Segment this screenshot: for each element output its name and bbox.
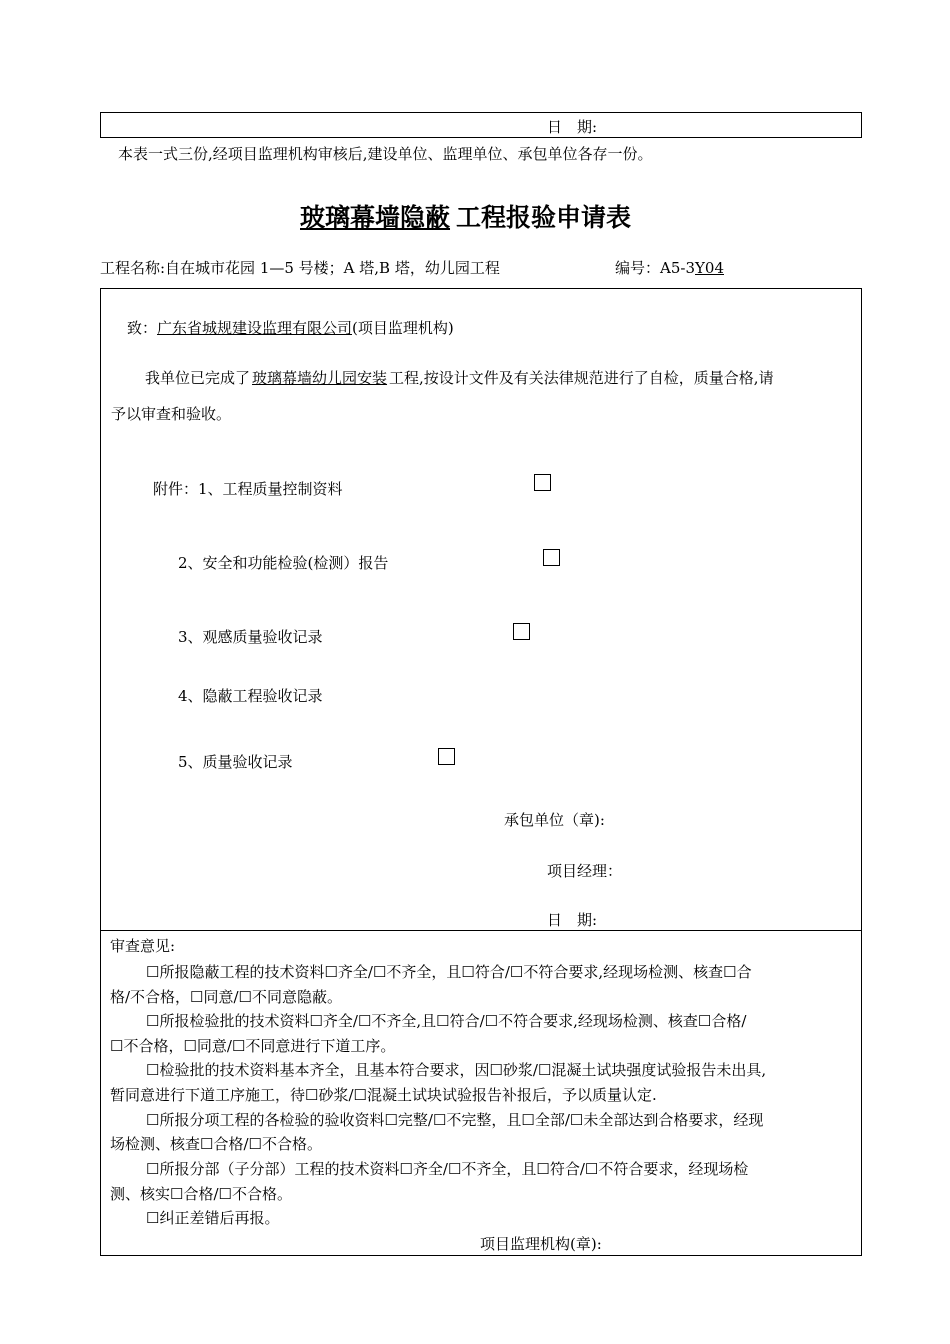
body-line-1: [145, 367, 774, 388]
review-line-3: ☐所报检验批的技术资料☐齐全/☐不齐全,且☐符合/☐不符合要求,经现场检测、核查☐合格/: [146, 1012, 747, 1030]
body-project: 玻璃幕墙幼儿园安装: [252, 369, 388, 387]
review-line-2: 格/不合格，☐同意/☐不同意隐蔽。: [110, 988, 343, 1006]
review-line-6: 暂同意进行下道工序施工，待☐砂浆/☐混凝土试块试验报告补报后，予以质量认定.: [110, 1086, 657, 1104]
project-manager-label: 项目经理：: [547, 862, 623, 880]
review-line-10: 测、核实☐合格/☐不合格。: [110, 1185, 292, 1203]
attachment-3-checkbox[interactable]: [513, 623, 530, 640]
attachment-1-checkbox[interactable]: [534, 474, 551, 491]
body-suffix: 工程,按设计文件及有关法律规范进行了自检，质量合格,请: [389, 369, 774, 387]
to-suffix: (项目监理机构): [352, 319, 454, 337]
review-heading: 审查意见:: [110, 937, 176, 955]
application-section: [100, 288, 862, 931]
document-code: [615, 257, 737, 278]
title-underlined: 玻璃幕墙隐蔽: [300, 203, 451, 232]
attachment-4: 4、隐蔽工程验收记录: [178, 687, 323, 705]
review-line-8: 场检测、核查☐合格/☐不合格。: [110, 1135, 322, 1153]
top-date-box: [100, 112, 862, 138]
to-prefix: 致：: [127, 319, 158, 337]
attachment-5-checkbox[interactable]: [438, 748, 455, 765]
review-line-11: ☐纠正差错后再报。: [146, 1209, 280, 1227]
addressee-line: [127, 317, 454, 338]
page-title: [300, 198, 631, 234]
body-line-2: 予以审查和验收。: [111, 405, 232, 423]
supervisor-seal-label: 项目监理机构(章):: [480, 1235, 602, 1253]
review-line-1: ☐所报隐蔽工程的技术资料☐齐全/☐不齐全，且☐符合/☐不符合要求,经现场检测、核查☐合: [146, 963, 752, 981]
application-date-label: 日 期:: [547, 911, 598, 929]
title-rest: 工程报验申请表: [456, 203, 632, 232]
contractor-seal-label: 承包单位（章):: [504, 811, 605, 829]
attachment-5: 5、质量验收记录: [178, 753, 293, 771]
attachment-2: 2、安全和功能检验(检测）报告: [178, 554, 389, 572]
code-label: 编号：A5-3: [615, 259, 695, 277]
review-line-5: ☐检验批的技术资料基本齐全，且基本符合要求，因☐砂浆/☐混凝土试块强度试验报告未出具,: [146, 1061, 767, 1079]
review-line-4: ☐不合格，☐同意/☐不同意进行下道工序。: [110, 1037, 396, 1055]
attachment-1: 附件：1、工程质量控制资料: [153, 480, 343, 498]
to-company: 广东省城规建设监理有限公司: [157, 319, 353, 337]
attachment-2-checkbox[interactable]: [543, 549, 560, 566]
code-value: Y04: [695, 259, 724, 277]
top-date-label: 日 期:: [547, 118, 598, 136]
review-line-9: ☐所报分部（子分部）工程的技术资料☐齐全/☐不齐全，且☐符合/☐不符合要求，经现场检: [146, 1160, 749, 1178]
project-name: 工程名称:自在城市花园 1—5 号楼；A 塔,B 塔，幼儿园工程: [100, 259, 500, 277]
review-line-7: ☐所报分项工程的各检验的验收资料☐完整/☐不完整，且☐全部/☐未全部达到合格要求，经现: [146, 1111, 764, 1129]
distribution-note: 本表一式三份,经项目监理机构审核后,建设单位、监理单位、承包单位各存一份。: [118, 145, 653, 163]
attachment-3: 3、观感质量验收记录: [178, 628, 323, 646]
body-prefix: 我单位已完成了: [145, 369, 251, 387]
